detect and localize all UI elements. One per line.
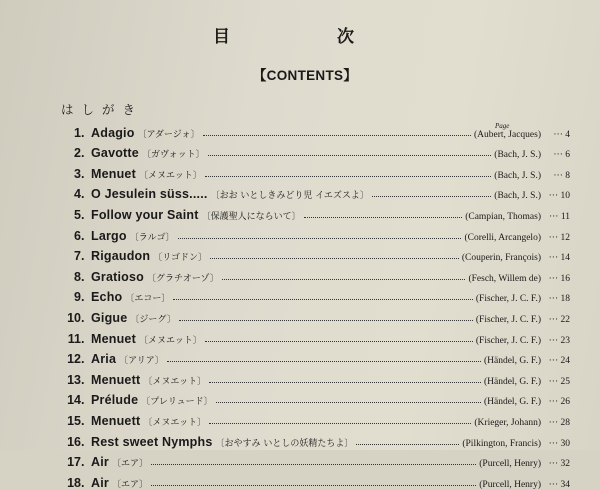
dot-leader xyxy=(210,258,459,259)
toc-entry xyxy=(55,140,570,161)
entry-composer: (Bach, J. S.) xyxy=(494,150,541,161)
page-leader: ··· xyxy=(553,129,566,140)
dot-leader xyxy=(222,279,466,280)
entry-title-japanese: 〔ジーグ〕 xyxy=(130,314,176,325)
entry-composer: (Händel, G. F.) xyxy=(483,356,541,367)
entry-page-number: 8 xyxy=(565,170,570,181)
entry-number: 9 xyxy=(74,290,81,305)
entry-title: Rigaudon xyxy=(91,249,151,264)
toc-entry xyxy=(55,387,570,408)
toc-entry xyxy=(55,469,570,490)
entry-page xyxy=(541,336,570,346)
entry-page xyxy=(541,439,570,449)
entry-title-japanese: 〔エア〕 xyxy=(111,479,148,490)
toc-entry xyxy=(55,243,570,264)
page-leader: ··· xyxy=(548,211,561,222)
entry-title: Air xyxy=(91,455,109,470)
entry-number-dot: . xyxy=(81,372,85,387)
entry-page xyxy=(541,191,570,201)
page-leader: ··· xyxy=(548,438,561,449)
entry-title: Rest sweet Nymphs xyxy=(91,434,213,449)
entry-page xyxy=(541,212,570,222)
dot-leader xyxy=(216,402,481,403)
entry-number: 16 xyxy=(67,434,81,449)
dot-leader xyxy=(356,444,459,445)
entry-page-number: 30 xyxy=(560,438,570,449)
entry-title-japanese: 〔おやすみ いとしの妖精たちよ〕 xyxy=(215,438,354,449)
entry-composer: (Fischer, J. C. F.) xyxy=(475,294,541,305)
title-char-right: 次 xyxy=(337,27,354,47)
entry-title-japanese: 〔エア〕 xyxy=(111,459,148,470)
entry-page xyxy=(541,253,570,263)
entry-title: Menuett xyxy=(91,372,141,387)
page-leader: ··· xyxy=(553,150,566,161)
page-leader: ··· xyxy=(548,191,561,202)
preface-entry: はしがき xyxy=(61,102,144,117)
entry-page xyxy=(541,294,570,304)
entry-page-number: 32 xyxy=(560,459,570,470)
entry-title-japanese: 〔ガヴォット〕 xyxy=(141,150,205,161)
entry-composer: (Fischer, J. C. F.) xyxy=(475,335,541,346)
entry-number: 17 xyxy=(67,455,81,470)
dot-leader xyxy=(208,155,492,156)
page-leader: ··· xyxy=(553,170,566,181)
entry-number: 3 xyxy=(74,166,81,181)
page-leader: ··· xyxy=(548,335,561,346)
entry-title: O Jesulein süss..... xyxy=(91,187,208,202)
entry-title: Gavotte xyxy=(91,146,139,161)
page-title xyxy=(0,22,600,52)
entry-number-dot: . xyxy=(81,207,85,222)
page-leader: ··· xyxy=(548,294,561,305)
entry-composer: (Aubert, Jacques) xyxy=(473,129,541,140)
entry-page xyxy=(541,315,570,325)
toc-entry xyxy=(55,346,570,367)
toc-entry xyxy=(55,407,570,428)
entry-page-number: 6 xyxy=(565,150,570,161)
title-char-left: 目 xyxy=(213,27,230,47)
entry-composer: (Couperin, François) xyxy=(461,253,541,264)
entry-title: Largo xyxy=(91,228,127,243)
entry-number-dot: . xyxy=(81,125,85,140)
page-leader: ··· xyxy=(548,356,561,367)
toc-entry xyxy=(55,284,570,305)
dot-leader xyxy=(179,320,473,321)
page-leader: ··· xyxy=(548,459,561,470)
page-leader: ··· xyxy=(548,253,561,264)
dot-leader xyxy=(209,423,471,424)
entry-composer: (Fesch, Willem de) xyxy=(468,273,541,284)
entry-number: 12 xyxy=(67,352,81,367)
entry-title-japanese: 〔メヌエット〕 xyxy=(143,376,207,387)
dot-leader xyxy=(372,196,491,197)
entry-page xyxy=(541,418,570,428)
entry-title: Adagio xyxy=(91,125,135,140)
dot-leader xyxy=(304,217,463,218)
entry-number: 18 xyxy=(67,475,81,490)
entry-number-dot: . xyxy=(81,393,85,408)
toc-entry xyxy=(55,119,570,140)
entry-number-dot: . xyxy=(81,352,85,367)
entry-number-dot: . xyxy=(81,413,85,428)
entry-number: 2 xyxy=(74,146,81,161)
entry-number: 7 xyxy=(74,249,81,264)
entry-page xyxy=(541,274,570,284)
entry-number: 6 xyxy=(74,228,81,243)
entry-title-japanese: 〔エコー〕 xyxy=(125,294,171,305)
entry-page xyxy=(541,150,570,160)
entry-number: 4 xyxy=(74,187,81,202)
entry-number: 1 xyxy=(74,125,81,140)
entry-composer: (Corelli, Arcangelo) xyxy=(464,232,541,243)
dot-leader xyxy=(203,135,471,136)
entry-page xyxy=(541,480,570,490)
toc-entry xyxy=(55,449,570,470)
dot-leader xyxy=(209,382,481,383)
page-leader: ··· xyxy=(548,479,561,490)
entry-page-number: 34 xyxy=(560,479,570,490)
page-leader: ··· xyxy=(548,273,561,284)
entry-page xyxy=(541,397,570,407)
toc-entry xyxy=(55,181,570,202)
entry-number-dot: . xyxy=(81,434,85,449)
entry-composer: (Bach, J. S.) xyxy=(494,170,541,181)
toc-list xyxy=(55,119,570,490)
entry-page xyxy=(541,171,570,181)
entry-title-japanese: 〔リゴドン〕 xyxy=(153,253,208,264)
entry-composer: (Bach, J. S.) xyxy=(494,191,541,202)
entry-number-dot: . xyxy=(81,475,85,490)
entry-page-number: 26 xyxy=(560,397,570,408)
entry-page-number: 10 xyxy=(560,191,570,202)
entry-page-number: 28 xyxy=(560,417,570,428)
entry-page-number: 18 xyxy=(560,294,570,305)
entry-composer: (Purcell, Henry) xyxy=(479,459,541,470)
entry-title-japanese: 〔保護聖人にならいて〕 xyxy=(201,211,301,222)
page-column-label: Page xyxy=(495,122,510,130)
page-leader: ··· xyxy=(548,417,561,428)
entry-title: Menuet xyxy=(91,331,136,346)
entry-number-dot: . xyxy=(81,146,85,161)
entry-number-dot: . xyxy=(81,187,85,202)
dot-leader xyxy=(167,361,481,362)
entry-page xyxy=(541,459,570,469)
page-leader: ··· xyxy=(548,376,561,387)
entry-number: 13 xyxy=(67,372,81,387)
entry-page xyxy=(541,233,570,243)
entry-title: Follow your Saint xyxy=(91,207,199,222)
page-leader: ··· xyxy=(548,232,561,243)
entry-page-number: 25 xyxy=(560,376,570,387)
entry-page-number: 16 xyxy=(560,273,570,284)
toc-entry xyxy=(55,304,570,325)
entry-title-japanese: 〔メヌエット〕 xyxy=(138,170,202,181)
toc-entry xyxy=(55,160,570,181)
entry-page-number: 24 xyxy=(560,356,570,367)
dot-leader xyxy=(205,176,492,177)
entry-number: 11 xyxy=(67,331,81,346)
entry-title: Gigue xyxy=(91,310,128,325)
dot-leader xyxy=(205,341,473,342)
toc-entry xyxy=(55,325,570,346)
entry-number: 10 xyxy=(67,310,81,325)
entry-number-dot: . xyxy=(81,290,85,305)
entry-title-japanese: 〔グラチオーゾ〕 xyxy=(147,273,219,284)
entry-composer: (Händel, G. F.) xyxy=(483,376,541,387)
entry-title: Aria xyxy=(91,352,117,367)
dot-leader xyxy=(151,485,476,486)
toc-entry xyxy=(55,222,570,243)
entry-title: Air xyxy=(91,475,109,490)
page-leader: ··· xyxy=(548,314,561,325)
entry-title-japanese: 〔アダージォ〕 xyxy=(137,129,200,140)
entry-page xyxy=(541,130,570,140)
entry-page-number: 22 xyxy=(560,314,570,325)
toc-entry xyxy=(55,201,570,222)
entry-page-number: 11 xyxy=(560,211,570,222)
contents-heading: 【CONTENTS】 xyxy=(252,68,358,83)
entry-title: Gratioso xyxy=(91,269,144,284)
entry-composer: (Pilkington, Francis) xyxy=(462,438,541,449)
entry-page-number: 12 xyxy=(560,232,570,243)
entry-number-dot: . xyxy=(81,166,85,181)
page-leader: ··· xyxy=(548,397,561,408)
dot-leader xyxy=(173,299,473,300)
entry-number: 5 xyxy=(74,207,81,222)
entry-page-number: 4 xyxy=(565,129,570,140)
entry-page-number: 14 xyxy=(560,253,570,264)
toc-entry xyxy=(55,263,570,284)
entry-title-japanese: 〔おお いとしきみどり児 イエズスよ〕 xyxy=(210,191,369,202)
entry-page xyxy=(541,377,570,387)
entry-title: Prélude xyxy=(91,393,139,408)
entry-title-japanese: 〔メヌエット〕 xyxy=(138,335,202,346)
entry-number-dot: . xyxy=(81,269,85,284)
entry-composer: (Krieger, Johann) xyxy=(474,417,541,428)
entry-title-japanese: 〔アリア〕 xyxy=(119,356,164,367)
entry-composer: (Händel, G. F.) xyxy=(483,397,541,408)
entry-page xyxy=(541,356,570,366)
entry-title-japanese: 〔メヌエット〕 xyxy=(143,417,207,428)
toc-entry xyxy=(55,428,570,449)
entry-title: Menuet xyxy=(91,166,136,181)
entry-number-dot: . xyxy=(81,310,85,325)
entry-title-japanese: 〔ラルゴ〕 xyxy=(129,232,175,243)
entry-composer: (Purcell, Henry) xyxy=(479,479,541,490)
entry-composer: (Fischer, J. C. F.) xyxy=(475,314,541,325)
entry-title: Menuett xyxy=(91,413,141,428)
entry-number: 8 xyxy=(74,269,81,284)
dot-leader xyxy=(178,238,462,239)
entry-number: 15 xyxy=(67,413,81,428)
entry-number-dot: . xyxy=(81,455,85,470)
entry-title-japanese: 〔プレリュード〕 xyxy=(141,397,213,408)
entry-composer: (Campian, Thomas) xyxy=(465,211,541,222)
entry-number-dot: . xyxy=(81,249,85,264)
entry-number: 14 xyxy=(67,393,81,408)
entry-number-dot: . xyxy=(81,228,85,243)
dot-leader xyxy=(151,464,476,465)
entry-page-number: 23 xyxy=(560,335,570,346)
entry-title: Echo xyxy=(91,290,123,305)
toc-entry xyxy=(55,366,570,387)
entry-number-dot: . xyxy=(81,331,85,346)
